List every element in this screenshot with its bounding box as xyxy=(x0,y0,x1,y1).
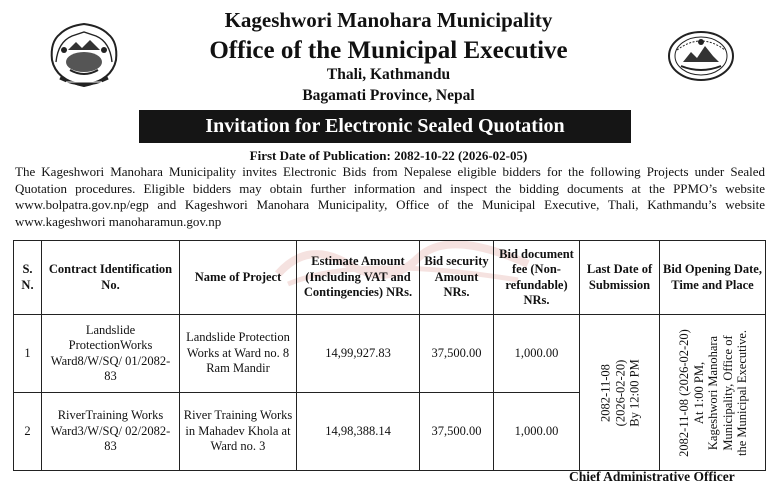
last-date-text xyxy=(598,359,642,426)
address-line-2: Bagamati Province, Nepal xyxy=(302,87,475,104)
notice-title-banner: Invitation for Electronic Sealed Quotation xyxy=(139,110,631,143)
last-date-line: By 12:00 PM xyxy=(626,358,641,427)
header-doc-fee: Bid document fee (Non-refundable) NRs. xyxy=(494,241,580,315)
cell-bid-security: 37,500.00 xyxy=(420,315,494,393)
opening-line: Municipality, Office of xyxy=(719,334,734,451)
header-project-name: Name of Project xyxy=(180,241,297,315)
last-date-line: (2026-02-20) xyxy=(612,359,627,426)
table-row xyxy=(14,315,766,393)
cell-contract-id: Landslide ProtectionWorks Ward8/W/SQ/ 01/2082-83 xyxy=(42,315,180,393)
cell-sn: 1 xyxy=(14,315,42,393)
cell-project-name: Landslide Protection Works at Ward no. 8 Ram Mandir xyxy=(180,315,297,393)
cell-bid-security: 37,500.00 xyxy=(420,393,494,471)
address-line-1: Thali, Kathmandu xyxy=(326,66,451,83)
opening-text xyxy=(676,329,749,457)
cell-contract-id: RiverTraining Works Ward3/W/SQ/ 02/2082-83 xyxy=(42,393,180,471)
opening-line: 2082-11-08 (2026-02-20) xyxy=(676,328,691,457)
cell-estimate-amount: 14,98,388.14 xyxy=(297,393,420,471)
cell-project-name: River Training Works in Mahadev Khola at Ward no. 3 xyxy=(180,393,297,471)
header-bid-security: Bid security Amount NRs. xyxy=(420,241,494,315)
table-header-row xyxy=(14,241,766,315)
opening-line: the Municipal Executive. xyxy=(734,329,749,456)
opening-line: Kageshwori Manohara xyxy=(705,335,720,450)
publication-date: First Date of Publication: 2082-10-22 (2026-02-05) xyxy=(249,148,528,163)
intro-paragraph: The Kageshwori Manohara Municipality invites Electronic Bids from Nepalese eligible bidders for the following Projects under Sealed Quotation procedures. Eligible bidders may obtain further information and inspect the bidding documents at the PPMO’s website www.bolpatra.gov.np/egp and Kageshwori Manohara Municipality, Office of the Municipal Executive, Thali, Kathmandu’s website www.kageshwori manoharamun.gov.np xyxy=(15,164,765,229)
header-contract-id: Contract Identification No. xyxy=(42,241,180,315)
cell-last-date xyxy=(580,315,660,471)
cell-doc-fee: 1,000.00 xyxy=(494,315,580,393)
header-sn: S. N. xyxy=(14,241,42,315)
header-estimate-amount: Estimate Amount (Including VAT and Contingencies) NRs. xyxy=(297,241,420,315)
cell-sn: 2 xyxy=(14,393,42,471)
bid-table xyxy=(13,240,766,471)
municipality-name: Kageshwori Manohara Municipality xyxy=(224,8,553,32)
last-date-line: 2082-11-08 xyxy=(597,363,612,422)
header-last-date: Last Date of Submission xyxy=(580,241,660,315)
cell-estimate-amount: 14,99,927.83 xyxy=(297,315,420,393)
header-opening: Bid Opening Date, Time and Place xyxy=(660,241,766,315)
office-name: Office of the Municipal Executive xyxy=(209,37,568,64)
signatory: Chief Administrative Officer xyxy=(569,469,735,484)
opening-line: At 1:00 PM, xyxy=(690,361,705,424)
cell-doc-fee: 1,000.00 xyxy=(494,393,580,471)
cell-opening xyxy=(660,315,766,471)
